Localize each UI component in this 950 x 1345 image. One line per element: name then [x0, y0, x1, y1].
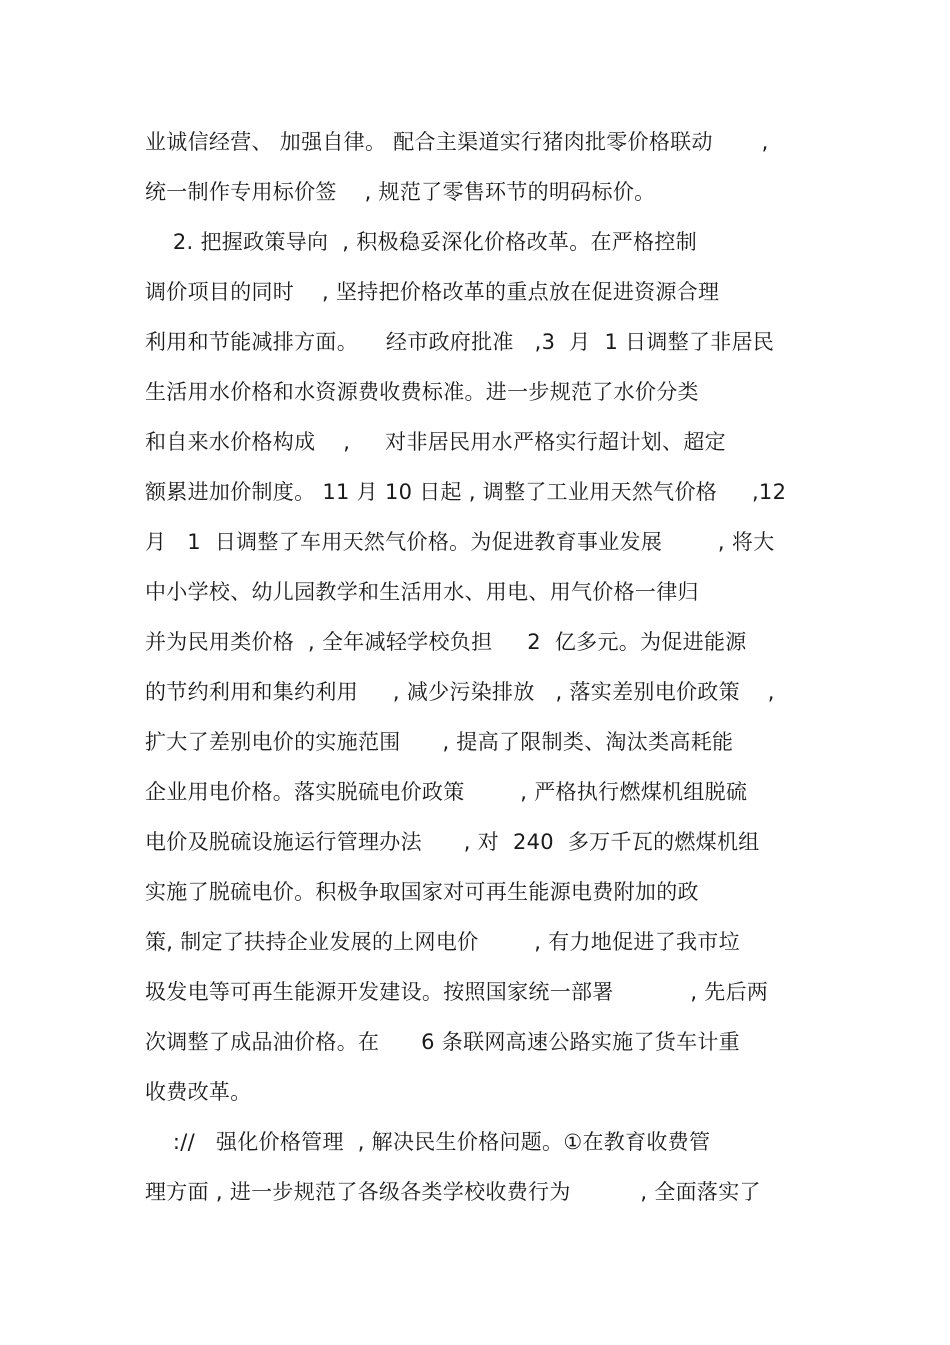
text-line: 并为民用类价格 , 全年减轻学校负担 2 亿多元。为促进能源	[145, 630, 747, 654]
text-line: 实施了脱硫电价。积极争取国家对可再生能源电费附加的政	[145, 880, 699, 904]
text-line: 中小学校、幼儿园教学和生活用水、用电、用气价格一律归	[145, 580, 699, 604]
text-line: :// 强化价格管理 , 解决民生价格问题。①在教育收费管	[145, 1130, 711, 1154]
text-line: 2. 把握政策导向 , 积极稳妥深化价格改革。在严格控制	[145, 230, 698, 254]
text-line: 利用和节能减排方面。 经市政府批准 ,3 月 1 日调整了非居民	[145, 330, 775, 354]
text-line: 理方面 , 进一步规范了各级各类学校收费行为 , 全面落实了	[145, 1180, 761, 1204]
text-line: 扩大了差别电价的实施范围 , 提高了限制类、淘汰类高耗能	[145, 730, 734, 754]
text-line: 收费改革。	[145, 1080, 252, 1104]
text-line: 生活用水价格和水资源费收费标准。进一步规范了水价分类	[145, 380, 699, 404]
text-line: 企业用电价格。落实脱硫电价政策 , 严格执行燃煤机组脱硫	[145, 780, 748, 804]
text-line: 额累进加价制度。 11 月 10 日起 , 调整了工业用天然气价格 ,12	[145, 480, 787, 504]
text-line: 的节约利用和集约利用 , 减少污染排放 , 落实差别电价政策 ,	[145, 680, 775, 704]
text-line: 次调整了成品油价格。在 6 条联网高速公路实施了货车计重	[145, 1030, 740, 1054]
text-line: 业诚信经营、 加强自律。 配合主渠道实行猪肉批零价格联动 ,	[145, 130, 769, 154]
text-line: 策, 制定了扶持企业发展的上网电价 , 有力地促进了我市垃	[145, 930, 740, 954]
text-line: 调价项目的同时 , 坚持把价格改革的重点放在促进资源合理	[145, 280, 720, 304]
text-line: 月 1 日调整了车用天然气价格。为促进教育事业发展 , 将大	[145, 530, 775, 554]
text-line: 电价及脱硫设施运行管理办法 , 对 240 多万千瓦的燃煤机组	[145, 830, 760, 854]
text-line: 和自来水价格构成 , 对非居民用水严格实行超计划、超定	[145, 430, 726, 454]
text-line: 圾发电等可再生能源开发建设。按照国家统一部署 , 先后两	[145, 980, 769, 1004]
text-line: 统一制作专用标价签 , 规范了零售环节的明码标价。	[145, 180, 656, 204]
